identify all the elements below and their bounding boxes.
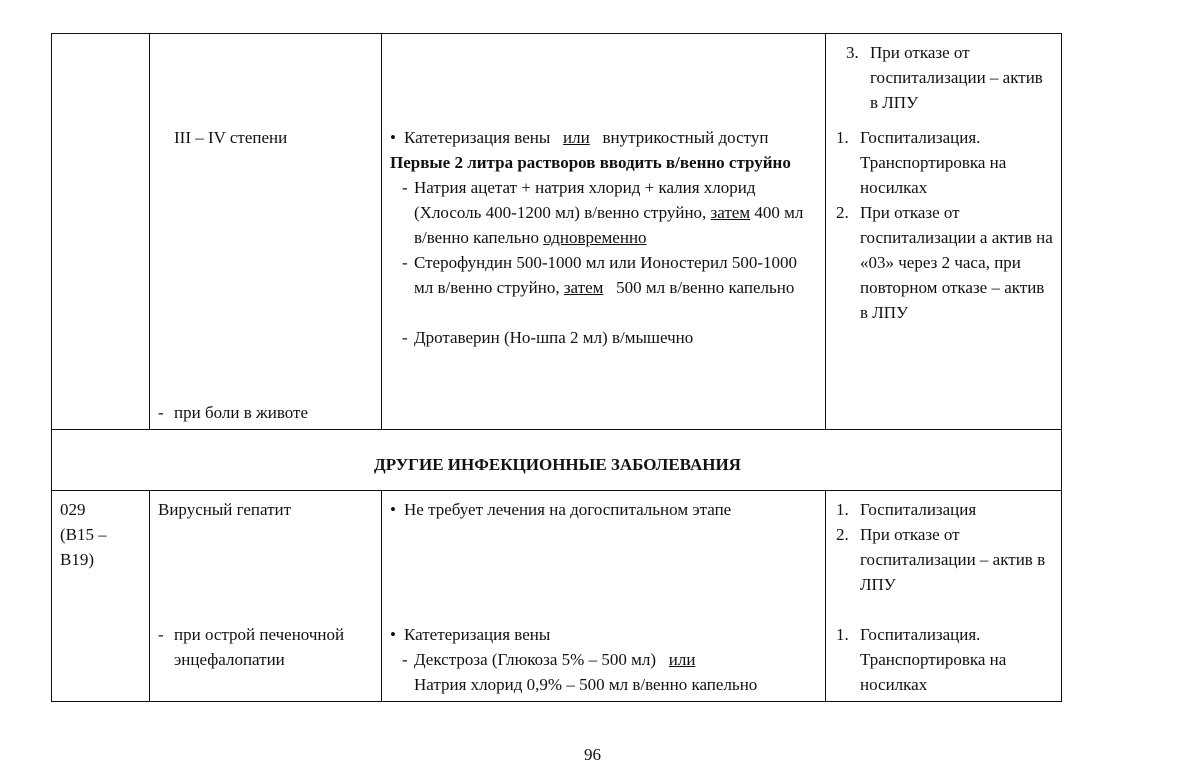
treatment-dash-item: - Декстроза (Глюкоза 5% – 500 мл) или Натрия хлорид 0,9% – 500 мл в/венно капельно — [402, 650, 758, 694]
tactics-list-item: 2. При отказе от госпитализации а актив на «03» через 2 часа, при повторном отказе – актив в ЛПУ — [836, 203, 1053, 322]
code-cell — [52, 491, 150, 702]
treatment-dash-item: - Натрия ацетат + натрия хлорид + калия хлорид (Хлосоль 400-1200 мл) в/венно струйно, затем 400 мл в/венно капельно одновременно — [402, 178, 804, 247]
tactics-cell — [826, 34, 1062, 120]
treatment-dash-item: - Стерофундин 500-1000 мл или Ионостерил 500-1000 мл в/венно струйно, затем 500 мл в/венно капельно — [402, 253, 798, 297]
table-row — [52, 430, 1062, 491]
treatment-bullet: • Катетеризация вены — [390, 625, 551, 644]
treatment-bullet: • Не требует лечения на догоспитальном этапе — [390, 500, 732, 519]
treatment-cell — [382, 491, 826, 702]
diagnosis-cell — [150, 34, 382, 120]
diagnosis-cell — [150, 119, 382, 430]
code-cell — [52, 34, 150, 430]
treatment-dash-item: - Дротаверин (Но-шпа 2 мл) в/мышечно — [402, 328, 694, 347]
tactics-list-item: 1. Госпитализация. Транспортировка на носилках — [836, 128, 1007, 197]
table-row — [52, 491, 1062, 702]
diagnosis-text: Вирусный гепатит — [158, 500, 292, 519]
tactics-cell — [826, 491, 1062, 702]
tactics-list-item: 3. При отказе от госпитализации – актив в ЛПУ — [846, 43, 1043, 112]
table-row — [52, 34, 1062, 120]
diagnosis-text: III – IV степени — [174, 128, 288, 147]
diagnosis-cell — [150, 491, 382, 702]
tactics-list-item: 1. Госпитализация — [836, 500, 977, 519]
diagnosis-subitem: - при острой печеночной энцефалопатии — [158, 625, 345, 669]
disease-code: 029 (B15 – B19) — [60, 500, 107, 569]
tactics-list-item: 1. Госпитализация. Транспортировка на носилках — [836, 625, 1007, 694]
protocol-table — [51, 33, 1062, 702]
treatment-bold-note: Первые 2 литра растворов вводить в/венно струйно — [390, 153, 791, 172]
treatment-cell — [382, 34, 826, 120]
section-title: ДРУГИЕ ИНФЕКЦИОННЫЕ ЗАБОЛЕВАНИЯ — [52, 430, 1062, 491]
page-number: 96 — [584, 745, 601, 764]
diagnosis-subitem: - при боли в животе — [158, 403, 308, 422]
treatment-cell — [382, 119, 826, 430]
tactics-list-item: 2. При отказе от госпитализации – актив в ЛПУ — [836, 525, 1046, 594]
treatment-bullet: • Катетеризация вены или внутрикостный доступ — [390, 128, 769, 147]
tactics-cell — [826, 119, 1062, 430]
table-row — [52, 119, 1062, 430]
